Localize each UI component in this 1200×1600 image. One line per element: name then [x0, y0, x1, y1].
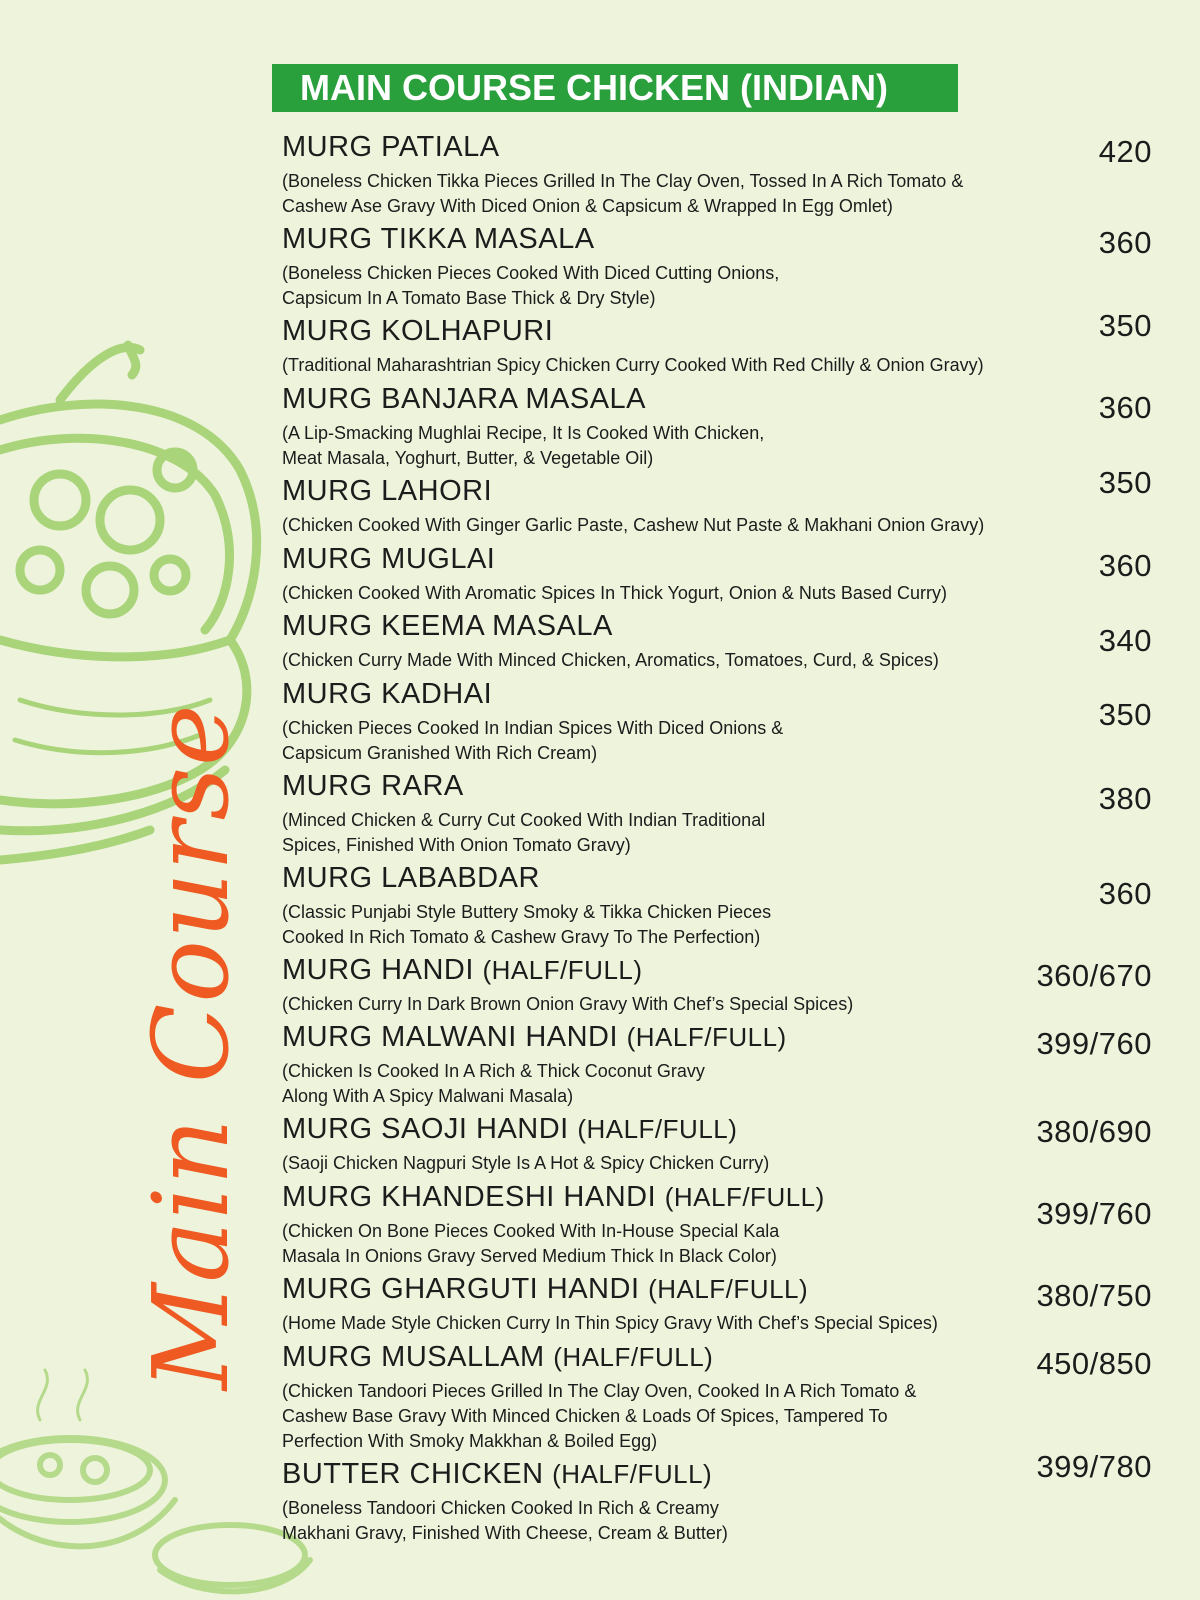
menu-item	[282, 1112, 1152, 1176]
item-name-text: MURG SAOJI HANDI	[282, 1113, 569, 1145]
item-name	[282, 769, 1152, 803]
menu-item	[282, 1180, 1152, 1269]
item-name	[282, 130, 1152, 164]
item-portion: (HALF/FULL)	[626, 1022, 787, 1052]
item-name	[282, 542, 1152, 576]
item-name-text: MURG KOLHAPURI	[282, 315, 554, 347]
item-price: 399/760	[1036, 1196, 1152, 1231]
menu-item	[282, 1272, 1152, 1336]
menu-item	[282, 130, 1152, 219]
item-portion: (HALF/FULL)	[664, 1182, 825, 1212]
item-name-text: MURG GHARGUTI HANDI	[282, 1273, 640, 1305]
item-description: (Chicken Cooked With Aromatic Spices In Thick Yogurt, Onion & Nuts Based Curry)	[282, 583, 947, 603]
item-name	[282, 1180, 1152, 1214]
item-price: 340	[1098, 623, 1152, 658]
item-portion: (HALF/FULL)	[577, 1114, 738, 1144]
item-name	[282, 222, 1152, 256]
item-portion: (HALF/FULL)	[552, 1459, 713, 1489]
menu-item	[282, 542, 1152, 606]
item-portion: (HALF/FULL)	[482, 955, 643, 985]
item-name-text: MURG BANJARA MASALA	[282, 383, 647, 415]
item-price: 380/750	[1036, 1278, 1152, 1313]
item-name	[282, 1272, 1152, 1306]
item-name	[282, 861, 1152, 895]
item-name	[282, 1340, 1152, 1374]
section-header: MAIN COURSE CHICKEN (INDIAN)	[272, 64, 958, 112]
item-price: 420	[1098, 134, 1152, 169]
item-name-text: MURG LAHORI	[282, 475, 493, 507]
menu-item	[282, 677, 1152, 766]
item-price: 350	[1098, 465, 1152, 500]
item-name-text: MURG MUSALLAM	[282, 1341, 545, 1373]
item-price: 450/850	[1036, 1346, 1152, 1381]
item-description: (A Lip-Smacking Mughlai Recipe, It Is Cooked With Chicken, Meat Masala, Yoghurt, Butter, & Vegetable Oil)	[282, 423, 765, 468]
item-price: 399/780	[1036, 1449, 1152, 1484]
item-description: (Home Made Style Chicken Curry In Thin Spicy Gravy With Chef’s Special Spices)	[282, 1313, 938, 1333]
item-name-text: MURG MUGLAI	[282, 543, 496, 575]
menu-item	[282, 861, 1152, 950]
item-price: 360	[1098, 390, 1152, 425]
item-description: (Boneless Chicken Pieces Cooked With Diced Cutting Onions, Capsicum In A Tomato Base Thick & Dry Style)	[282, 263, 780, 308]
item-description: (Chicken Curry In Dark Brown Onion Gravy With Chef’s Special Spices)	[282, 994, 854, 1014]
menu-item	[282, 314, 1152, 378]
item-name-text: BUTTER CHICKEN	[282, 1458, 544, 1490]
item-name-text: MURG HANDI	[282, 954, 474, 986]
item-description: (Boneless Chicken Tikka Pieces Grilled In The Clay Oven, Tossed In A Rich Tomato & Cashew Ase Gravy With Diced Onion & Capsicum & Wrapped In Egg Omlet)	[282, 171, 964, 216]
item-portion: (HALF/FULL)	[553, 1342, 714, 1372]
item-description: (Chicken On Bone Pieces Cooked With In-House Special Kala Masala In Onions Gravy Served Medium Thick In Black Color)	[282, 1221, 780, 1266]
item-name-text: MURG KHANDESHI HANDI	[282, 1181, 657, 1213]
item-name	[282, 314, 1152, 348]
item-name-text: MURG TIKKA MASALA	[282, 223, 595, 255]
item-price: 399/760	[1036, 1026, 1152, 1061]
item-name	[282, 1112, 1152, 1146]
item-name-text: MURG LABABDAR	[282, 862, 540, 894]
item-description: (Classic Punjabi Style Buttery Smoky & Tikka Chicken Pieces Cooked In Rich Tomato & Cashew Gravy To The Perfection)	[282, 902, 772, 947]
item-price: 380	[1098, 781, 1152, 816]
menu-item	[282, 609, 1152, 673]
item-name	[282, 609, 1152, 643]
item-name-text: MURG KEEMA MASALA	[282, 610, 613, 642]
item-price: 360	[1098, 548, 1152, 583]
item-description: (Chicken Curry Made With Minced Chicken, Aromatics, Tomatoes, Curd, & Spices)	[282, 650, 939, 670]
item-price: 350	[1098, 697, 1152, 732]
item-description: (Chicken Is Cooked In A Rich & Thick Coconut Gravy Along With A Spicy Malwani Masala)	[282, 1061, 705, 1106]
item-price: 360	[1098, 876, 1152, 911]
item-name-text: MURG RARA	[282, 770, 464, 802]
item-price: 360/670	[1036, 958, 1152, 993]
item-name	[282, 953, 1152, 987]
item-description: (Chicken Cooked With Ginger Garlic Paste, Cashew Nut Paste & Makhani Onion Gravy)	[282, 515, 985, 535]
menu-item	[282, 953, 1152, 1017]
item-description: (Chicken Pieces Cooked In Indian Spices With Diced Onions & Capsicum Granished With Rich Cream)	[282, 718, 784, 763]
item-name-text: MURG MALWANI HANDI	[282, 1021, 619, 1053]
menu-item	[282, 382, 1152, 471]
item-description: (Traditional Maharashtrian Spicy Chicken Curry Cooked With Red Chilly & Onion Gravy)	[282, 355, 984, 375]
item-name	[282, 382, 1152, 416]
menu-item	[282, 474, 1152, 538]
item-portion: (HALF/FULL)	[648, 1274, 809, 1304]
item-price: 380/690	[1036, 1114, 1152, 1149]
menu-item	[282, 222, 1152, 311]
menu-item	[282, 769, 1152, 858]
side-title: Main Course	[130, 703, 252, 1390]
menu-item	[282, 1340, 1152, 1454]
item-description: (Saoji Chicken Nagpuri Style Is A Hot & Spicy Chicken Curry)	[282, 1153, 770, 1173]
item-name-text: MURG PATIALA	[282, 131, 500, 163]
item-description: (Chicken Tandoori Pieces Grilled In The Clay Oven, Cooked In A Rich Tomato & Cashew Base Gravy With Minced Chicken & Loads Of Spices, Tampered To Perfection With Smoky Makkhan & Boiled Egg)	[282, 1381, 917, 1451]
item-name	[282, 474, 1152, 508]
item-description: (Minced Chicken & Curry Cut Cooked With Indian Traditional Spices, Finished With Onion Tomato Gravy)	[282, 810, 766, 855]
item-name-text: MURG KADHAI	[282, 678, 493, 710]
item-name	[282, 1457, 1152, 1491]
item-price: 350	[1098, 308, 1152, 343]
item-name	[282, 1020, 1152, 1054]
item-description: (Boneless Tandoori Chicken Cooked In Rich & Creamy Makhani Gravy, Finished With Cheese, Cream & Butter)	[282, 1498, 728, 1543]
item-name	[282, 677, 1152, 711]
dishes-sketch-icon	[0, 1370, 310, 1591]
menu-item	[282, 1457, 1152, 1546]
item-price: 360	[1098, 225, 1152, 260]
menu-item	[282, 1020, 1152, 1109]
